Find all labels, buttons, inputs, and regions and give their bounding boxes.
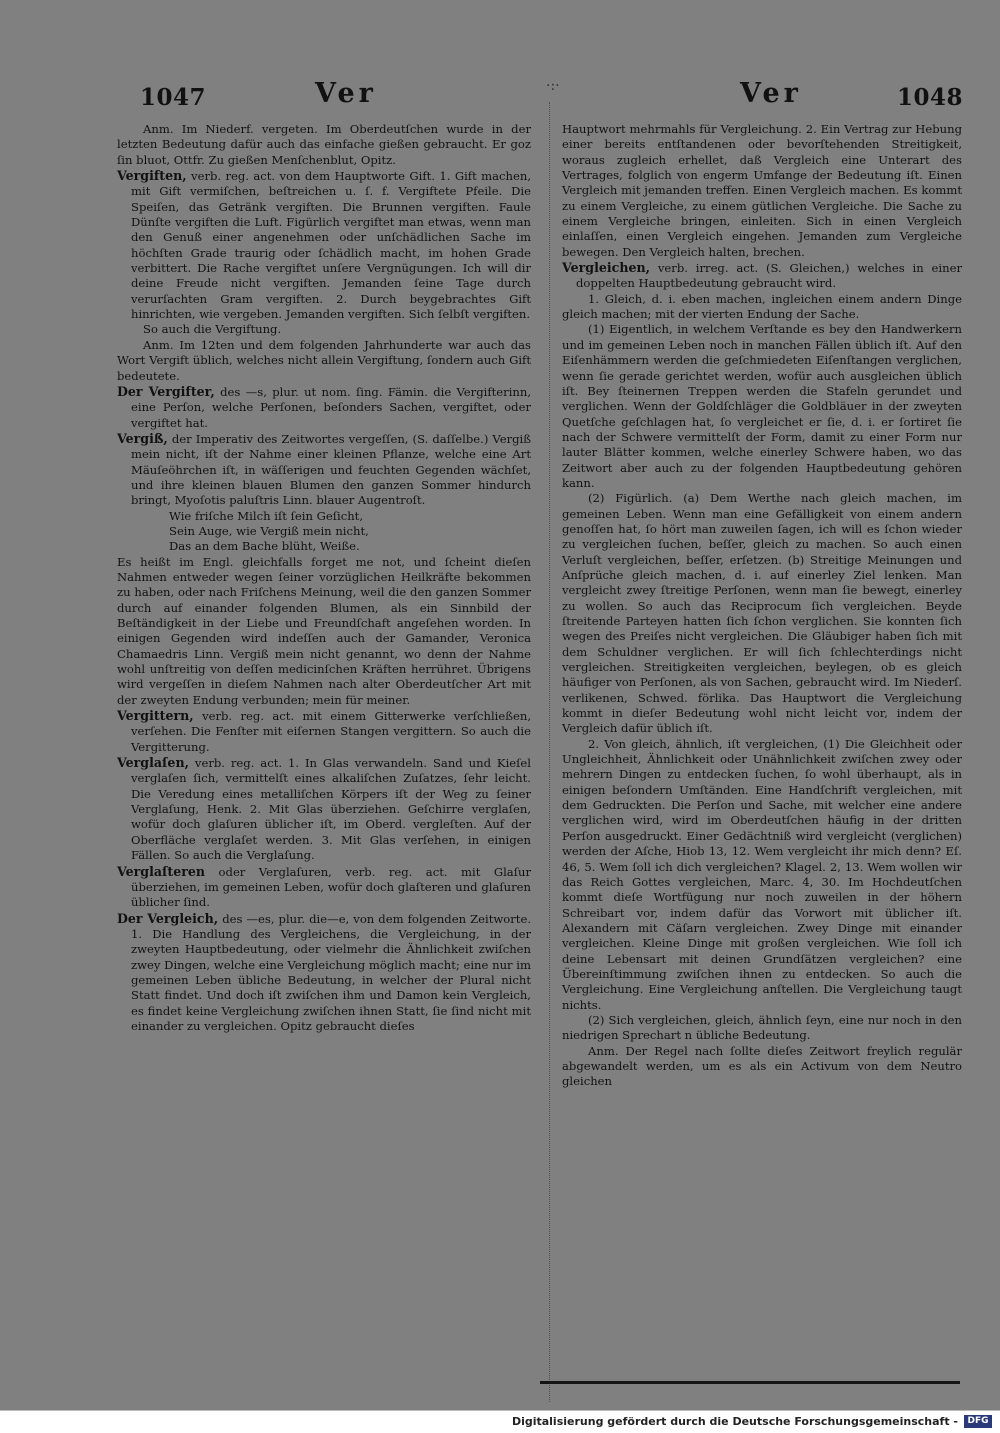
paragraph (562, 122, 962, 260)
paragraph (117, 338, 531, 384)
paragraph-text: Anm. Im 12ten und dem folgenden Jahrhunderte war auch das Wort Vergift üblich, welches nicht allein Vergiftung, ſondern auch Gift bedeutete. (117, 337, 531, 383)
paragraph (562, 292, 962, 323)
right-column (562, 122, 962, 1090)
paragraph-text: verb. reg. act. mit einem Gitterwerke verſchließen, verſehen. Die Fenſter mit eiſernen Stangen vergittern. So auch die Vergitterung. (131, 709, 532, 754)
paragraph-text: des —s, plur. ut nom. ſing. Fämin. die Vergifterinn, eine Perſon, welche Perſonen, beſonders Sachen, vergiftet, oder vergiftet hat. (131, 384, 532, 430)
dfg-logo: DFG (964, 1415, 992, 1428)
entry-headword: Vergiften, (117, 168, 187, 184)
left-column (117, 122, 531, 1034)
entry-headword: Vergleichen, (562, 260, 651, 276)
paragraph-text: der Imperativ des Zeitwortes vergeſſen, (S. daſſelbe.) Vergiß mein nicht, iſt der Nahme einer kleinen Pflanze, welche eine Art Mäuſeöhrchen iſt, in wäſſerigen und feuchten Gegenden wächſet, und ihre kleinen blauen Blumen den ganzen Sommer hindurch bringt, Myoſotis paluſtris Linn. blauer Augentroſt. (131, 431, 531, 508)
paragraph-text: 2. Von gleich, ähnlich, iſt vergleichen, (1) Die Gleichheit oder Ungleichheit, Ähnlichkeit oder Unähnlichkeit zwiſchen zwey oder mehrern Dingen zu entdecken ſuchen, ſo wohl überhaupt, als in einigen beſondern Umſtänden. Eine Handſchrift vergleichen, mit dem Gedruckten. Die Perſon und Sache, mit welcher eine andere verglichen wird, wird im Oberdeutſchen häufig in der dritten Perſon ausgedruckt. Einer Gedächtniß wird vergleicht (verglichen) werden der Aſche, Hiob 13, 12. Wem vergleicht ihr mich denn? Eſ. 46, 5. Wem ſoll ich dich vergleichen? Klagel. 2, 13. Wem wollen wir das Reich Gottes vergleichen, Marc. 4, 30. Im Hochdeutſchen kommt dieſe Wortfügung nur noch zuweilen in der höhern Schreibart vor, indem dafür das Vorwort mit üblicher iſt. Alexandern mit Cäſarn vergleichen. Zwey Dinge mit einander vergleichen. Kleine Dinge mit großen vergleichen. Wie ſoll ich deine Lebensart mit deinen Grundſätzen vergleichen? eine Übereinſtimmung zwiſchen ihnen zu entdecken. So auch die Vergleichung. Eine Vergleichung anſtellen. Die Vergleichung taugt nichts. (562, 736, 962, 1012)
paragraph (117, 322, 531, 337)
dictionary-entry (117, 708, 531, 755)
dictionary-entry (117, 384, 531, 431)
bottom-rule (540, 1381, 960, 1384)
paragraph-text: verb. reg. act. 1. In Glas verwandeln. Sand und Kieſel verglaſen ſich, vermittelſt eines alkaliſchen Zuſatzes, ſehr leicht. Die Veredung eines metalliſchen Körpers iſt der Weg zu ſeiner Verglaſung, Henk. 2. Mit Glas überziehen. Geſchirre verglaſen, wofür doch glaſuren üblicher iſt, im Oberd. vergleſten. Auf der Oberfläche verglaſet werden. 3. Mit Glas verſehen, in einigen Fällen. So auch die Verglaſung. (131, 756, 532, 863)
paragraph (562, 491, 962, 737)
entry-headword: Verglaſteren (117, 863, 206, 879)
entry-headword: Vergittern, (117, 708, 194, 724)
paragraph-text: 1. Gleich, d. i. eben machen, ingleichen einem andern Dinge gleich machen; mit der vierten Endung der Sache. (562, 291, 962, 322)
footer-credit: Digitalisierung gefördert durch die Deutsche Forschungsgemeinschaft - (511, 1415, 958, 1428)
right-head-word: Ver (740, 78, 802, 109)
paragraph-text: verb. irreg. act. (S. Gleichen,) welches in einer doppelten Hauptbedeutung gebraucht wird. (576, 261, 962, 291)
paragraph-text: Hauptwort mehrmahls für Vergleichung. 2. Ein Vertrag zur Hebung einer bereits entſtandenen oder bevorſtehenden Streitigkeit, woraus zugleich erhellet, daß Vergleich eine Unterart des Vertrages, folglich von engerm Umfange der Bedeutung iſt. Einen Vergleich mit jemanden treffen. Einen Vergleich machen. Es kommt zu einem Vergleiche, zu einem gütlichen Vergleiche. Die Sache zu einem Vergleiche bringen, einleiten. Sich in einen Vergleich einlaſſen, einen Vergleich eingehen. Jemanden zum Vergleiche bewegen. Den Vergleich halten, brechen. (562, 122, 962, 259)
verse-line (117, 539, 531, 554)
dictionary-entry (117, 864, 531, 911)
paragraph (562, 1013, 962, 1044)
paragraph-text: Es heißt im Engl. gleichfalls forget me not, und ſcheint dieſen Nahmen entweder wegen ſeiner vorzüglichen Heilkräfte bekommen zu haben, oder nach Friſchens Meinung, weil die den ganzen Sommer durch auf einander folgenden Blumen, als ein Sinnbild der Beſtändigkeit in der Liebe und Freundſchaft angeſehen worden. In einigen Gegenden wird indeſſen auch der Gamander, Veronica Chamaedris Linn. Vergiß mein nicht genannt, wo denn der Nahme wohl unſtreitig von deſſen medicinſchen Kräften herrühret. Übrigens wird vergeſſen in dieſem Nahmen nach alter Oberdeutſcher Art mit der zweyten Endung verbunden; mein für meiner. (117, 554, 531, 707)
dictionary-entry (117, 431, 531, 509)
entry-headword: Der Vergifter, (117, 383, 215, 399)
paragraph-text: Wie friſche Milch iſt ſein Geſicht, (169, 508, 364, 523)
entry-headword: Verglaſen, (117, 755, 189, 771)
left-page-number: 1047 (140, 84, 207, 111)
entry-headword: Vergiß, (117, 430, 168, 446)
paragraph (117, 555, 531, 708)
paragraph-text: Sein Auge, wie Vergiß mein nicht, (169, 523, 369, 538)
paragraph (562, 322, 962, 491)
paragraph (562, 1044, 962, 1090)
paragraph-text: (2) Sich vergleichen, gleich, ähnlich ſeyn, eine nur noch in den niedrigen Sprechart n übliche Bedeutung. (562, 1012, 962, 1043)
paragraph-text: des —es, plur. die—e, von dem folgenden Zeitworte. 1. Die Handlung des Vergleichens, die Vergleichung, in der zweyten Hauptbedeutung, oder vielmehr die Ähnlichkeit zwiſchen zwey Dingen, welche eine Vergleichung möglich macht; eine nur im gemeinen Leben übliche Bedeutung, in welcher der Plural nicht Statt findet. Und doch iſt zwiſchen ihm und Damon kein Vergleich, es findet keine Vergleichung zwiſchen ihnen Statt, ſie ſind nicht mit einander zu vergleichen. Opitz gebraucht dieſes (131, 911, 532, 1033)
verse-line (117, 524, 531, 539)
paragraph-text: (2) Figürlich. (a) Dem Werthe nach gleich machen, im gemeinen Leben. Wenn man eine Gefälligkeit von einem andern genoſſen hat, ſo hört man zuweilen ſagen, ich will es ſchon wieder zu vergleichen ſuchen, beſſer, gleich zu machen. So auch einen Verluſt vergleichen, beſſer, erſetzen. (b) Streitige Meinungen und Anſprüche gleich machen, d. i. auf einerley Ziel lenken. Man vergleicht zwey ſtreitige Perſonen, wenn man ſie bewegt, einerley zu wollen. So auch das Reciprocum ſich vergleichen. Beyde ſtreitende Parteyen hatten ſich ſchon verglichen. Sie konnten ſich wegen des Preiſes nicht vergleichen. Die Gläubiger haben ſich mit dem Schuldner verglichen. Er will ſich ſchlechterdings nicht vergleichen. Streitigkeiten vergleichen, beylegen, ob es gleich häufiger von Perſonen, als von Sachen, gebraucht wird. Im Niederſ. verlikenen, Schwed. förlika. Das Hauptwort die Vergleichung kommt in dieſer Bedeutung wohl nicht leicht vor, indem der Vergleich dafür üblich iſt. (562, 491, 962, 736)
paragraph (562, 737, 962, 1013)
verse-line (117, 509, 531, 524)
paragraph-text: Anm. Der Regel nach ſollte dieſes Zeitwort freylich regulär abgewandelt werden, um es als ein Activum von dem Neutro gleichen (562, 1043, 962, 1089)
right-page-number: 1048 (897, 84, 964, 111)
dictionary-entry (117, 168, 531, 322)
entry-headword: Der Vergleich, (117, 910, 219, 926)
paragraph-text: Anm. Im Niederf. vergeten. Im Oberdeutſchen wurde in der letzten Bedeutung dafür auch das einfache gießen gebraucht. Er goz ſin bluot, Ottfr. Zu gießen Menſchenblut, Opitz. (117, 122, 531, 167)
left-head-word: Ver (315, 78, 377, 109)
paragraph-text: Das an dem Bache blüht, Weiße. (169, 539, 360, 554)
column-divider (549, 102, 551, 1402)
fold-mark: ·:· (546, 78, 560, 94)
dictionary-entry (117, 755, 531, 863)
paragraph-text: So auch die Vergiftung. (143, 322, 282, 337)
dictionary-entry (117, 911, 531, 1035)
paragraph-text: verb. reg. act. von dem Hauptworte Gift. 1. Gift machen, mit Gift vermiſchen, beſtreichen u. ſ. f. Vergiftete Pfeile. Die Speiſen, das Getränk vergiften. Die Brunnen vergiften. Faule Dünſte vergiften die Luft. Figürlich vergiftet man etwas, wenn man den Genuß einer angenehmen oder unſchädlichen Sache im höchſten Grade traurig oder ſchädlich macht, im hohen Grade verbittert. Die Rache vergiftet unſere Vergnügungen. Ich will dir deine Freude nicht vergiften. Jemanden ſeine Tage durch verurſachten Gram vergiften. 2. Durch beygebrachtes Gift hinrichten, wie vergeben. Jemanden vergiften. Sich ſelbſt vergiften. (131, 169, 532, 322)
paragraph-text: (1) Eigentlich, in welchem Verſtande es bey den Handwerkern und im gemeinen Leben noch in manchen Fällen üblich iſt. Auf den Eiſenhämmern werden die geſchmiedeten Eiſenſtangen verglichen, wenn ſie gerade gerichtet werden, wofür auch ausgleichen üblich iſt. Bey ſteinernen Treppen werden die Stafeln gerundet und verglichen. Wenn der Goldſchläger die Goldbläuer in der zweyten Quetſche geſchlagen hat, ſo vergleichet er ſie, d. i. er ſortiret ſie nach der Schwere vermittelſt der Form, damit zu einer Form nur lauter Blätter kommen, welche einerley Schwere haben, wo das Zeitwort aber auch zu der folgenden Hauptbedeutung gehören kann. (562, 322, 962, 490)
paragraph (117, 122, 531, 168)
paragraph-text: oder Verglaſuren, verb. reg. act. mit Glaſur überziehen, im gemeinen Leben, wofür doch glaſteren und glaſuren üblicher ſind. (131, 864, 531, 910)
dictionary-entry (562, 260, 962, 292)
footer-bar (0, 1410, 1000, 1433)
